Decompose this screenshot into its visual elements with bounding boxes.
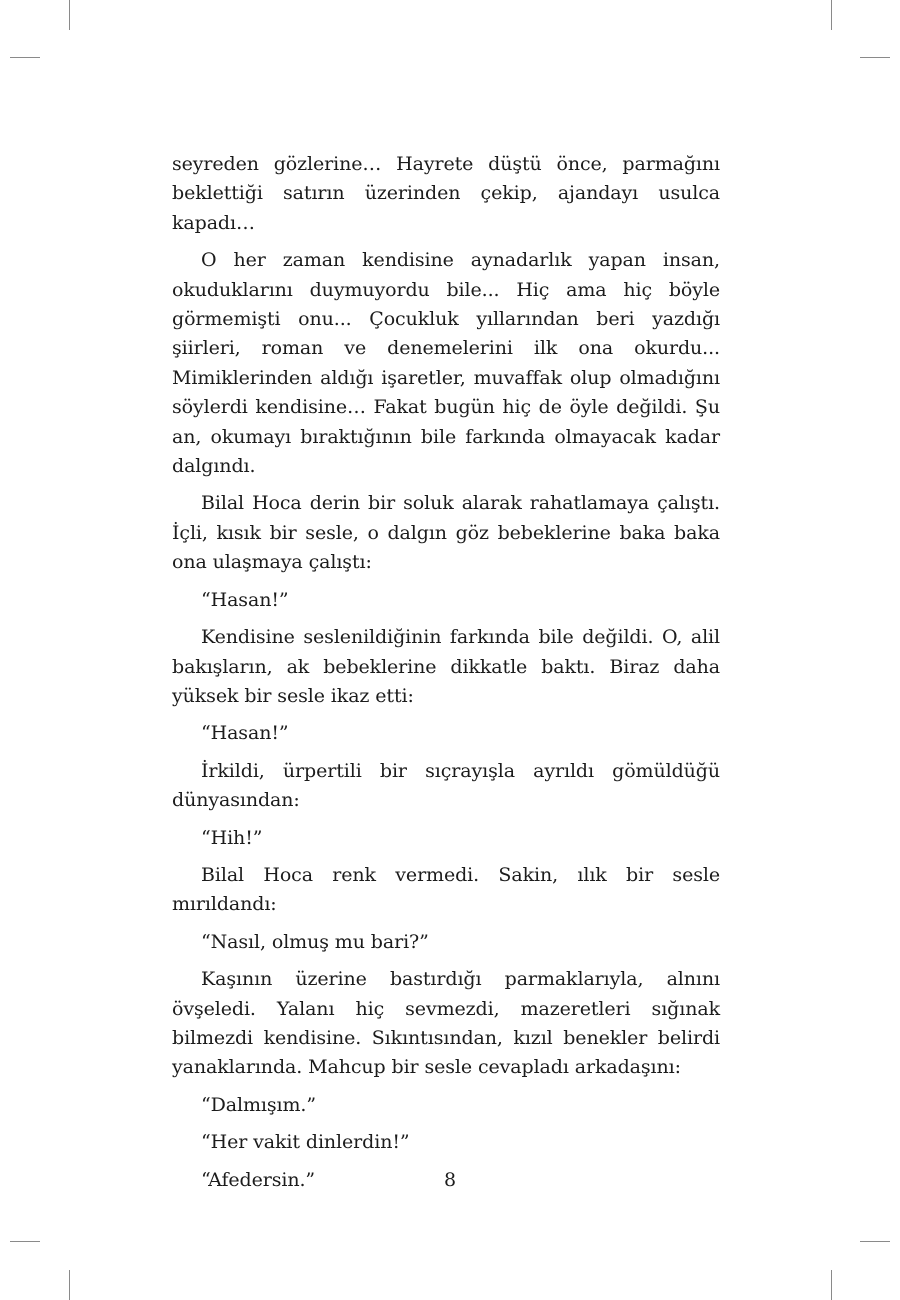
crop-mark-bottom-left-horizontal xyxy=(10,1241,40,1242)
paragraph: O her zaman kendisine aynadarlık yapan insan, okuduklarını duymuyordu bile... Hiç ama hiç böyle görmemişti onu... Çocukluk yıllarından beri yazdığı şiirleri, roman ve denemelerini ilk ona okurdu... Mimiklerinden aldığı işaretler, muvaffak olup olmadığını söylerdi kendisine… Fakat bugün hiç de öyle değildi. Şu an, okumayı bıraktığının bile farkında olmayacak kadar dalgındı. xyxy=(172,249,720,478)
dialogue-line: “Dalmışım.” xyxy=(201,1093,316,1116)
dialogue-line: “Hasan!” xyxy=(201,722,289,745)
crop-mark-bottom-right-vertical xyxy=(831,1270,832,1300)
page-number: 8 xyxy=(443,1169,457,1191)
paragraph: seyreden gözlerine… Hayrete düştü önce, parmağını beklettiği satırın üzerinden çekip, ajandayı usulca kapadı… xyxy=(172,153,720,234)
paragraph: Bilal Hoca derin bir soluk alarak rahatlamaya çalıştı. İçli, kısık bir sesle, o dalgın göz bebeklerine baka baka ona ulaşmaya çalıştı: xyxy=(172,492,720,574)
crop-mark-top-right-horizontal xyxy=(860,57,890,58)
dialogue-line: “Afedersin.” xyxy=(201,1168,316,1191)
crop-mark-top-left-vertical xyxy=(69,0,70,30)
dialogue-line: “Nasıl, olmuş mu bari?” xyxy=(201,930,429,953)
dialogue-line: “Her vakit dinlerdin!” xyxy=(201,1131,410,1154)
crop-mark-top-right-vertical xyxy=(831,0,832,30)
dialogue-line: “Hih!” xyxy=(201,826,263,849)
crop-mark-top-left-horizontal xyxy=(10,57,40,58)
paragraph: İrkildi, ürpertili bir sıçrayışla ayrıldı gömüldüğü dünyasından: xyxy=(172,759,720,812)
body-text xyxy=(172,150,720,1203)
paragraph: Kaşının üzerine bastırdığı parmaklarıyla, alnını övşeledi. Yalanı hiç sevmezdi, mazeretleri sığınak bilmezdi kendisine. Sıkıntısından, kızıl benekler belirdi yanaklarında. Mahcup bir sesle cevapladı arkadaşını: xyxy=(172,968,720,1079)
dialogue-line: “Hasan!” xyxy=(201,588,289,611)
paragraph: Kendisine seslenildiğinin farkında bile değildi. O, alil bakışların, ak bebeklerine dikkatle baktı. Biraz daha yüksek bir sesle ikaz etti: xyxy=(172,626,720,707)
crop-mark-bottom-left-vertical xyxy=(69,1270,70,1300)
crop-mark-bottom-right-horizontal xyxy=(860,1241,890,1242)
paragraph: Bilal Hoca renk vermedi. Sakin, ılık bir sesle mırıldandı: xyxy=(172,863,720,916)
